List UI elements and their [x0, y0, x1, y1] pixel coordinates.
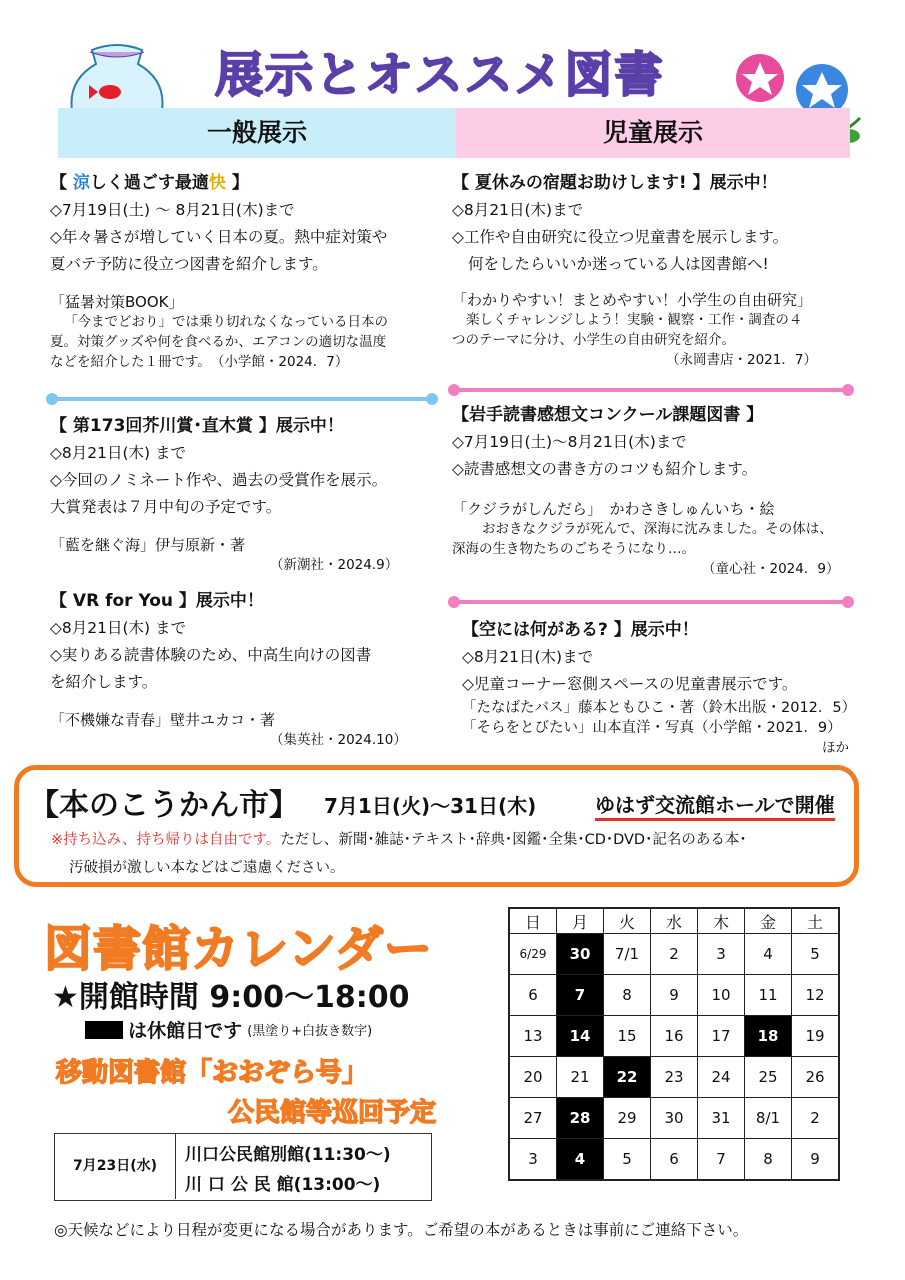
children-exhibit-3	[462, 617, 856, 758]
mobile-schedule-box	[54, 1133, 432, 1201]
exhibit-desc: ◇年々暑さが増していく日本の夏。熱中症対策や	[50, 228, 388, 246]
divider	[52, 397, 432, 401]
book-desc: 深海の生き物たちのごちそうになり…。	[452, 541, 695, 557]
exhibit-heading: 【 VR for You 】展示中！	[50, 591, 264, 611]
weekday-header: 木	[698, 908, 745, 934]
calendar-day: 19	[792, 1016, 840, 1057]
exhibit-desc: 大賞発表は７月中旬の予定です。	[50, 498, 282, 516]
calendar-day: 26	[792, 1057, 840, 1098]
calendar-week	[509, 934, 839, 975]
exhibit-date: ◇8月21日(木) まで	[50, 444, 187, 462]
exhibit-desc: 何をしたらいいか迷っている人は図書館へ!	[468, 255, 769, 273]
calendar-day: 2	[792, 1098, 840, 1139]
calendar-day: 5	[792, 934, 840, 975]
book-publisher: （集英社・2024.10）	[270, 732, 407, 748]
calendar-day: 8/1	[745, 1098, 792, 1139]
exhibit-date: ◇8月21日(木) まで	[50, 619, 187, 637]
exhibit-desc: ◇工作や自由研究に役立つ児童書を展示します。	[452, 228, 789, 246]
exhibit-date: ◇7月19日(土)～8月21日(木)まで	[452, 433, 687, 451]
book-desc: 「今までどおり」では乗り切れなくなっている日本の	[64, 314, 388, 330]
exhibit-desc: を紹介します。	[50, 673, 158, 691]
general-exhibit-3	[50, 588, 407, 750]
calendar-day: 25	[745, 1057, 792, 1098]
calendar-week	[509, 975, 839, 1016]
calendar-day: 11	[745, 975, 792, 1016]
mobile-library-subtitle: 公民館等巡回予定	[228, 1098, 437, 1128]
visit-place-2: 川 口 公 民 館(13:00～)	[185, 1175, 381, 1195]
calendar-day: 29	[604, 1098, 651, 1139]
calendar-day: 20	[509, 1057, 557, 1098]
calendar-day: 9	[792, 1139, 840, 1181]
book-desc: おおきなクジラが死んで、深海に沈みました。その体は、	[482, 521, 833, 537]
sale-dates: 7月1日(火)～31日(木)	[324, 794, 537, 818]
calendar-week	[509, 1016, 839, 1057]
calendar-day: 31	[698, 1098, 745, 1139]
book-desc: 楽しくチャレンジしよう！実験・観察・工作・調査の４	[466, 312, 803, 328]
exhibit-date: ◇7月19日(土) ～ 8月21日(木)まで	[50, 201, 295, 219]
book-exchange-box	[14, 765, 859, 887]
weekday-header: 金	[745, 908, 792, 934]
calendar-week	[509, 1139, 839, 1181]
exhibit-heading: 【 夏休みの宿題お助けします! 】展示中！	[452, 173, 778, 193]
exhibit-desc: ◇読書感想文の書き方のコツも紹介します。	[452, 460, 758, 478]
calendar-day: 15	[604, 1016, 651, 1057]
calendar-day: 7/1	[604, 934, 651, 975]
weekday-header: 土	[792, 908, 840, 934]
calendar-title: 図書館カレンダー	[44, 921, 433, 977]
sale-note-text: ただし、新聞･雑誌･テキスト･辞典･図鑑･全集･CD･DVD･記名のある本･	[280, 832, 747, 848]
divider	[454, 388, 848, 392]
exhibit-desc: ◇今回のノミネート作や、過去の受賞作を展示。	[50, 471, 388, 489]
children-exhibit-label: 児童展示	[602, 118, 703, 147]
exhibit-date: ◇8月21日(木)まで	[452, 201, 584, 219]
sale-note-2: 汚破損が激しい本などはご遠慮ください。	[69, 860, 345, 876]
exhibit-desc: 夏バテ予防に役立つ図書を紹介します。	[50, 255, 328, 273]
weekday-header: 日	[509, 908, 557, 934]
calendar-day: 27	[509, 1098, 557, 1139]
exhibit-heading: 【岩手読書感想文コンクール課題図書 】	[452, 405, 764, 425]
weekday-header: 火	[604, 908, 651, 934]
general-exhibit-1	[50, 170, 388, 372]
calendar-day: 10	[698, 975, 745, 1016]
closed-swatch	[85, 1021, 123, 1039]
calendar-day: 13	[509, 1016, 557, 1057]
children-exhibit-1	[452, 170, 817, 370]
exhibit-heading: 【空には何がある? 】展示中！	[462, 620, 699, 640]
calendar-day: 3	[698, 934, 745, 975]
children-exhibit-band	[456, 108, 850, 158]
calendar-day: 7	[698, 1139, 745, 1181]
calendar-day: 6/29	[509, 934, 557, 975]
calendar-day-closed: 7	[557, 975, 604, 1016]
general-exhibit-label: 一般展示	[206, 118, 307, 147]
weekday-header: 水	[651, 908, 698, 934]
exhibit-date: ◇8月21日(木)まで	[462, 648, 594, 666]
weekday-header: 月	[557, 908, 604, 934]
book-publisher: （永岡書店・2021．7）	[666, 352, 817, 368]
calendar-day: 23	[651, 1057, 698, 1098]
calendar-day: 4	[745, 934, 792, 975]
calendar-day-closed: 30	[557, 934, 604, 975]
sale-venue: ゆはず交流館ホールで開催	[595, 789, 835, 821]
visit-date: 7月23日(水)	[55, 1134, 176, 1199]
exhibit-heading: 【 第173回芥川賞･直木賞 】展示中！	[50, 416, 344, 436]
children-exhibit-2	[452, 402, 839, 579]
closed-note: (黒塗り+白抜き数字)	[247, 1024, 373, 1039]
divider	[454, 600, 848, 604]
calendar-day: 21	[557, 1057, 604, 1098]
calendar-day-closed: 28	[557, 1098, 604, 1139]
general-exhibit-2	[50, 413, 398, 575]
general-exhibit-band	[58, 108, 456, 158]
sale-title: 【本のこうかん市】	[29, 788, 299, 823]
book-desc: 夏。対策グッズや何を食べるか、エアコンの適切な温度	[50, 334, 387, 350]
calendar-day: 5	[604, 1139, 651, 1181]
calendar-day: 9	[651, 975, 698, 1016]
calendar-day: 2	[651, 934, 698, 975]
book-title: 「たなばたバス」藤本ともひこ・著（鈴木出版・2012．5）	[462, 700, 857, 716]
book-title: 「猛暑対策BOOK」	[50, 293, 184, 311]
opening-hours: ★開館時間 9:00～18:00	[52, 980, 410, 1015]
calendar-day: 6	[509, 975, 557, 1016]
footer-note: ◎天候などにより日程が変更になる場合があります。ご希望の本があるときは事前にご連絡下さい。	[54, 1221, 749, 1239]
book-etc: ほか	[822, 740, 849, 756]
calendar-day: 30	[651, 1098, 698, 1139]
book-publisher: （童心社・2024．9）	[702, 561, 840, 577]
calendar-week	[509, 1057, 839, 1098]
calendar-day: 3	[509, 1139, 557, 1181]
calendar-day-closed: 14	[557, 1016, 604, 1057]
page-title: 展示とオススメ図書	[215, 47, 665, 103]
calendar-day: 8	[604, 975, 651, 1016]
book-desc: などを紹介した１冊です。 （小学館・2024．7）	[50, 354, 349, 370]
calendar-day: 24	[698, 1057, 745, 1098]
sale-note-highlight: ※持ち込み、持ち帰りは自由です。	[51, 832, 281, 848]
book-desc: つのテーマに分け、小学生の自由研究を紹介。	[452, 332, 735, 348]
book-title: 「わかりやすい！まとめやすい！小学生の自由研究」	[452, 291, 813, 309]
calendar-header	[509, 908, 839, 934]
calendar-table	[508, 907, 840, 1181]
visit-place-1: 川口公民館別館(11:30～)	[185, 1145, 391, 1165]
exhibit-heading: 【 涼しく過ごす最適快 】	[50, 173, 249, 193]
closed-legend	[85, 1016, 372, 1043]
book-publisher: （新潮社・2024.9）	[270, 557, 399, 573]
exhibit-desc: ◇実りある読書体験のため、中高生向けの図書	[50, 646, 372, 664]
calendar-day: 16	[651, 1016, 698, 1057]
book-title: 「そらをとびたい」山本直洋・写真（小学館・2021．9）	[462, 720, 842, 736]
mobile-library-title: 移動図書館「おおぞら号」	[56, 1058, 369, 1088]
book-title: 「不機嫌な青春」壁井ユカコ・著	[50, 711, 276, 729]
book-title: 「藍を継ぐ海」伊与原新・著	[50, 536, 246, 554]
closed-label: は休館日です	[128, 1020, 243, 1042]
exhibit-desc: ◇児童コーナー窓側スペースの児童書展示です。	[462, 675, 798, 693]
book-title: 「クジラがしんだら」 かわさきしゅんいち・絵	[452, 500, 775, 518]
calendar-day-closed: 22	[604, 1057, 651, 1098]
calendar-day: 12	[792, 975, 840, 1016]
calendar-week	[509, 1098, 839, 1139]
calendar-day-closed: 4	[557, 1139, 604, 1181]
sale-note	[51, 828, 747, 849]
calendar-day: 8	[745, 1139, 792, 1181]
calendar-day-closed: 18	[745, 1016, 792, 1057]
calendar-day: 17	[698, 1016, 745, 1057]
calendar-day: 6	[651, 1139, 698, 1181]
